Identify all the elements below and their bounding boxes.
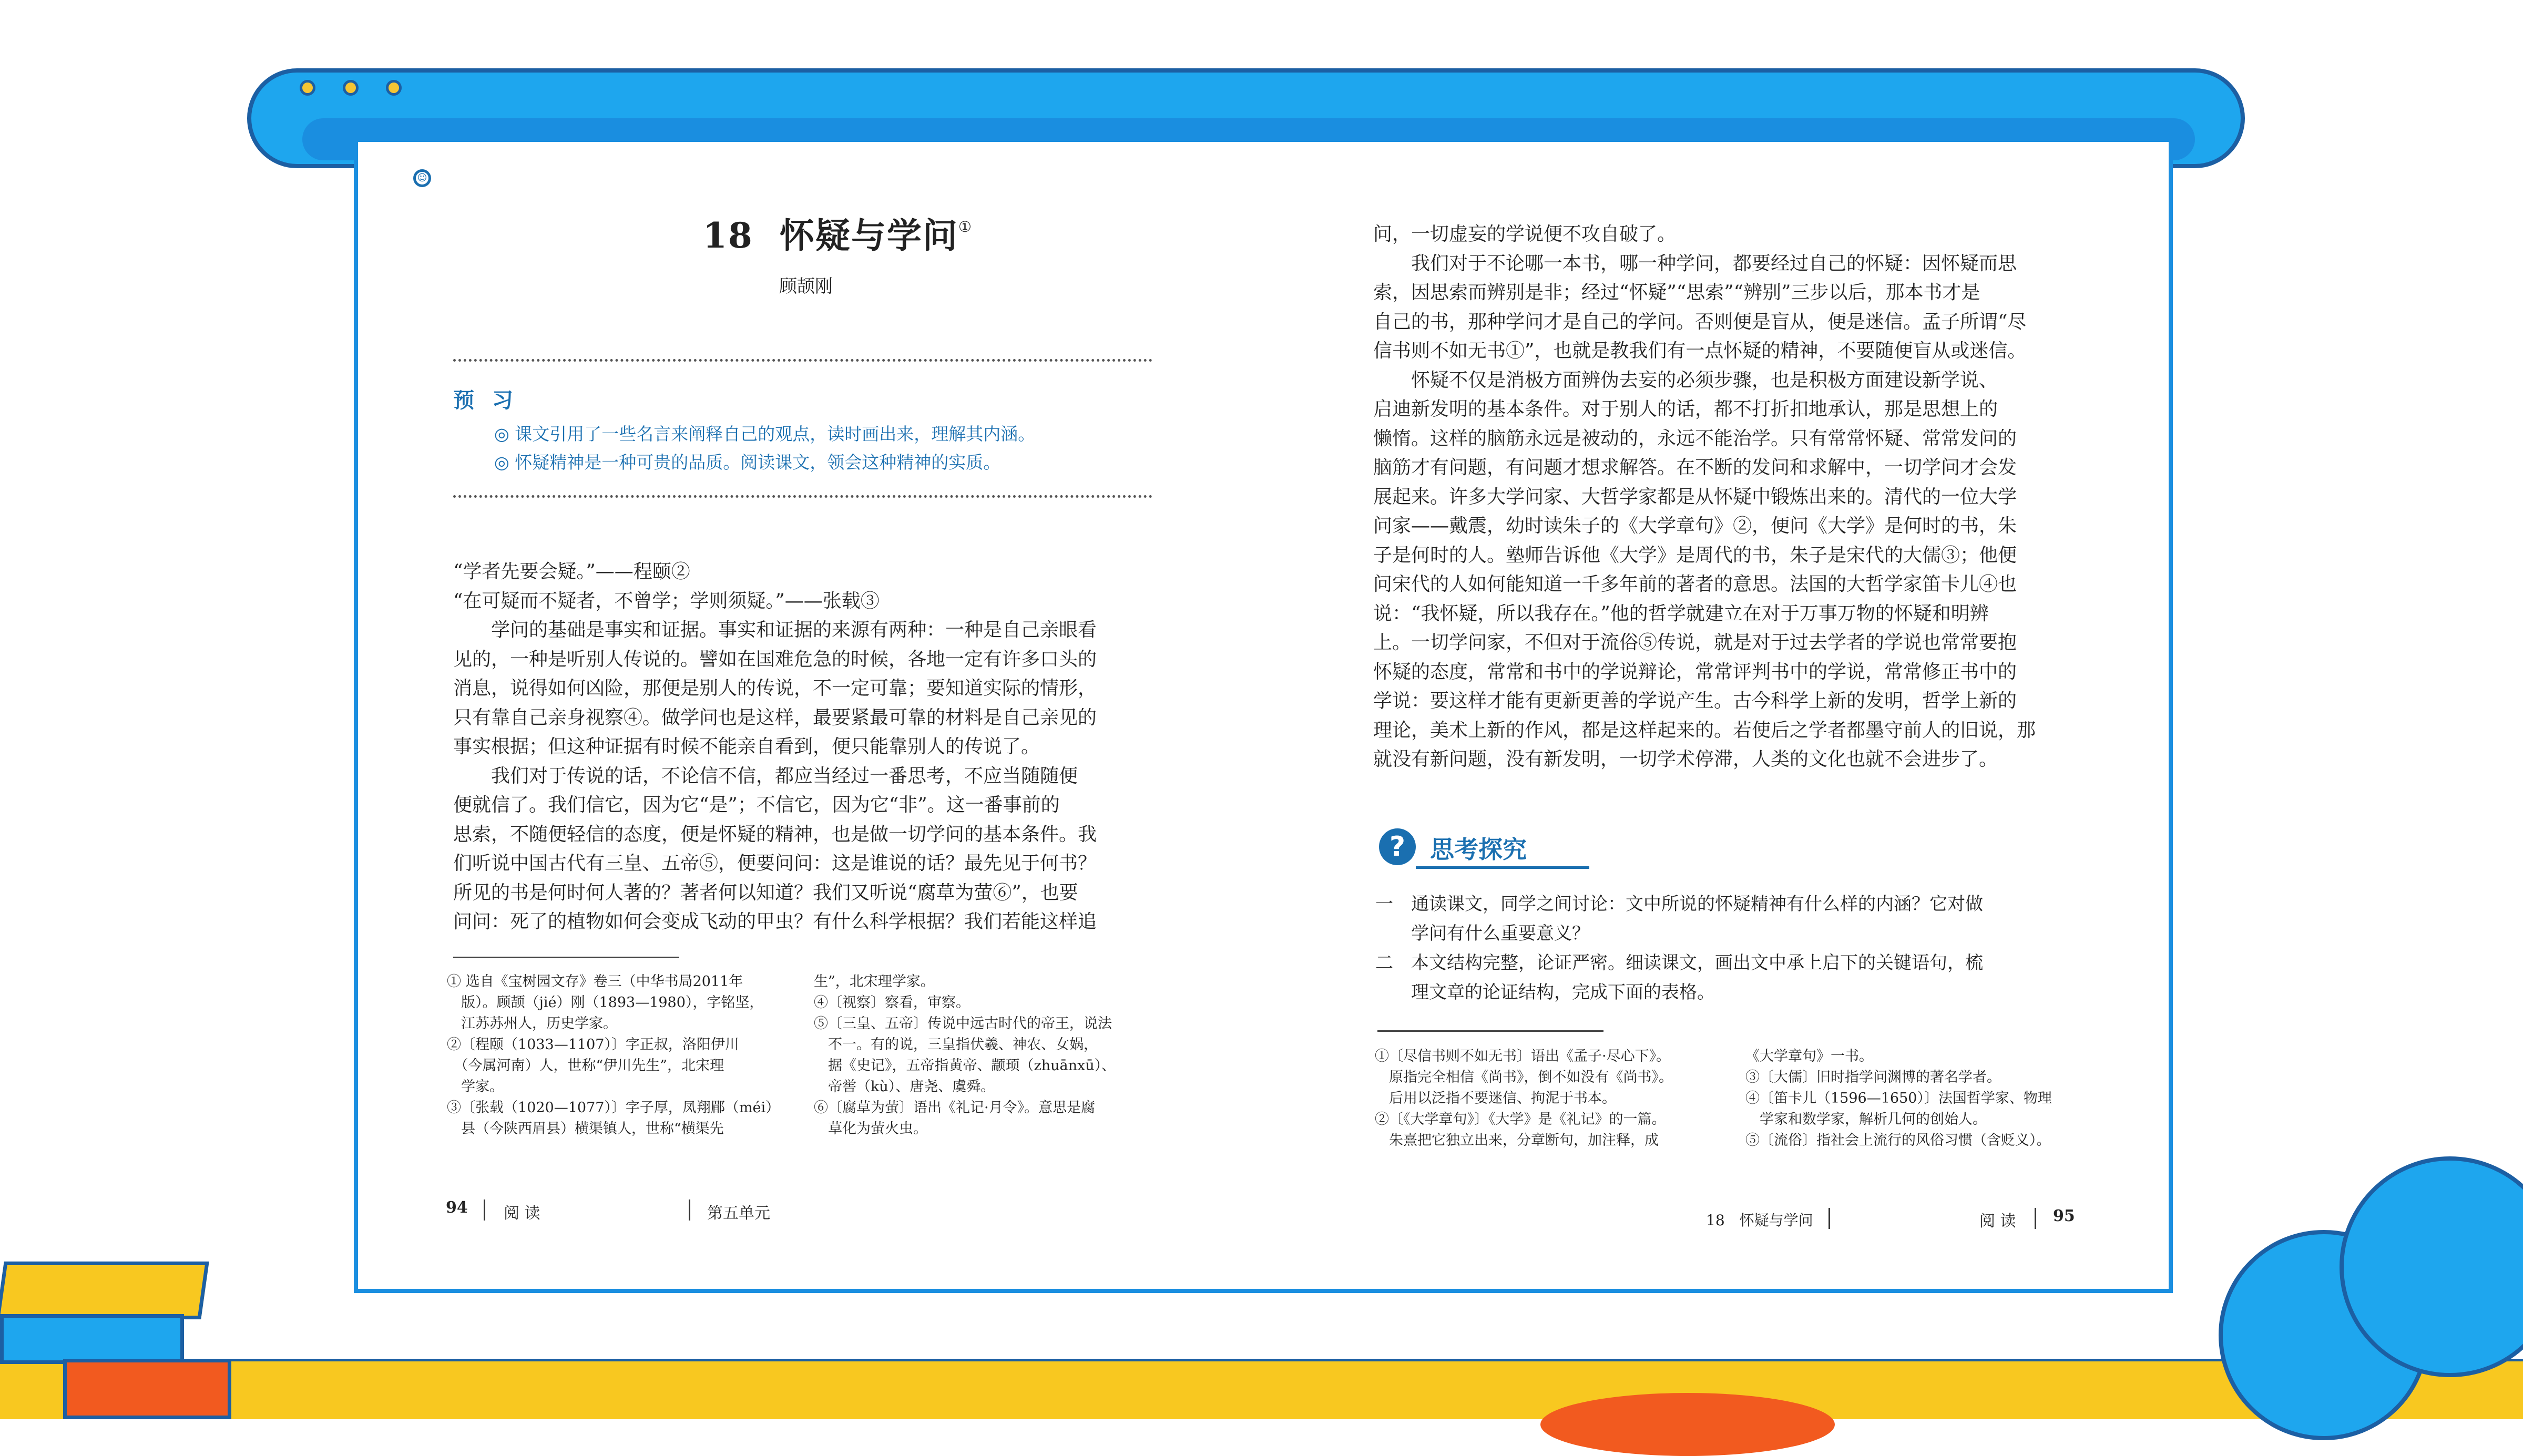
- right-footnote-rule: [1377, 1030, 1603, 1032]
- footnote-line: ① 选自《宝树园文存》卷三（中华书局2011年: [447, 973, 743, 990]
- footnote-line: 据《史记》，五帝指黄帝、颛顼（zhuānxū）、: [814, 1058, 1116, 1074]
- body-line: 所见的书是何时何人著的？著者何以知道？我们又听说“腐草为萤⑥”，也要: [453, 881, 1078, 904]
- footnote-line: ①〔尽信书则不如无书〕语出《孟子·尽心下》。: [1375, 1048, 1671, 1064]
- body-line: 问问：死了的植物如何会变成飞动的甲虫？有什么科学根据？我们若能这样追: [453, 911, 1097, 932]
- right-footer-chapter: 18 怀疑与学问: [1706, 1212, 1813, 1229]
- footnote-line: ③〔大儒〕旧时指学问渊博的著名学者。: [1745, 1069, 2001, 1085]
- body-line: 问家——戴震，幼时读朱子的《大学章句》②，便问《大学》是何时的书，朱: [1373, 515, 2017, 537]
- footnote-line: 原指完全相信《尚书》，倒不如没有《尚书》。: [1375, 1069, 1673, 1085]
- window-dot-2: [343, 80, 359, 96]
- footnote-line: ④〔笛卡儿（1596—1650）〕法国哲学家、物理: [1745, 1090, 2052, 1106]
- preview-divider-top: [453, 359, 1152, 362]
- left-footnote-rule: [453, 957, 679, 958]
- right-footer-section: 阅 读: [1979, 1212, 2016, 1231]
- footnote-line: 帝喾（kù）、唐尧、虞舜。: [814, 1079, 995, 1095]
- left-footer-sep-2: [689, 1199, 690, 1221]
- lesson-name: 怀疑与学问: [779, 215, 958, 256]
- book-decoration-3: [63, 1359, 231, 1419]
- window-dot-1: [300, 80, 315, 96]
- body-line: 我们对于不论哪一本书，哪一种学问，都要经过自己的怀疑：因怀疑而思: [1373, 252, 2017, 274]
- left-page-number: 94: [446, 1198, 468, 1217]
- body-line: 信书则不如无书①”，也就是教我们有一点怀疑的精神，不要随便盲从或迷信。: [1373, 340, 2027, 362]
- preview-divider-bottom: [453, 495, 1152, 498]
- body-line: 只有靠自己亲身视察④。做学问也是这样，最要紧最可靠的材料是自己亲见的: [453, 706, 1097, 729]
- smile-icon: ☺: [413, 169, 431, 187]
- right-footer-sep-2: [2035, 1208, 2036, 1229]
- footnote-line: ⑤〔流俗〕指社会上流行的风俗习惯（含贬义）。: [1745, 1132, 2051, 1149]
- left-footer-sep-1: [484, 1199, 485, 1221]
- body-line: 我们对于传说的话，不论信不信，都应当经过一番思考，不应当随随便: [453, 765, 1078, 787]
- window-dot-3: [386, 80, 402, 96]
- left-footer-section: 阅 读: [504, 1204, 540, 1223]
- think-task-line: 学问有什么重要意义？: [1375, 923, 1590, 944]
- body-line: 懒惰。这样的脑筋永远是被动的，永远不能治学。只有常常怀疑、常常发问的: [1373, 427, 2017, 449]
- body-line: 怀疑的态度，常常和书中的学说辩论，常常评判书中的学说，常常修正书中的: [1373, 661, 2017, 683]
- lesson-number: 18: [703, 215, 753, 256]
- book-decoration-2: [0, 1314, 184, 1364]
- body-line: 们听说中国古代有三皇、五帝⑤，便要问问：这是谁说的话？最先见于何书？: [453, 853, 1097, 874]
- preview-item-1: ◎ 课文引用了一些名言来阐释自己的观点，读时画出来，理解其内涵。: [494, 424, 1036, 444]
- think-task-line: 一 通读课文，同学之间讨论：文中所说的怀疑精神有什么样的内涵？它对做: [1375, 894, 1983, 915]
- footnote-line: 生”，北宋理学家。: [814, 973, 935, 990]
- footnote-line: 学家和数学家，解析几何的创始人。: [1745, 1111, 1987, 1127]
- lesson-title: [703, 208, 973, 258]
- body-line: 自己的书，那种学问才是自己的学问。否则便是盲从，便是迷信。孟子所谓“尽: [1373, 311, 2027, 333]
- body-line: 学说：要这样才能有更新更善的学说产生。古今科学上新的发明，哲学上新的: [1373, 690, 2017, 712]
- footnote-line: ②〔程颐（1033—1107）〕字正叔，洛阳伊川: [447, 1037, 739, 1053]
- body-line: 问，一切虚妄的学说便不攻自破了。: [1373, 223, 1677, 245]
- footnote-line: ②〔《大学章句》〕《大学》是《礼记》的一篇。: [1375, 1111, 1666, 1127]
- body-line: 见的，一种是听别人传说的。譬如在国难危急的时候，各地一定有许多口头的: [453, 648, 1097, 670]
- floor-decoration: [0, 1361, 2523, 1419]
- body-line: 理论，美术上新的作风，都是这样起来的。若使后之学者都墨守前人的旧说，那: [1373, 719, 2036, 741]
- body-line: 问宋代的人如何能知道一千多年前的著者的意思。法国的大哲学家笛卡儿④也: [1373, 573, 2017, 595]
- think-heading-underline: [1416, 866, 1589, 869]
- title-note-marker: ①: [958, 218, 973, 235]
- footnote-line: 学家。: [447, 1079, 504, 1095]
- body-line: 索，因思索而辨别是非；经过“怀疑”“思索”“辨别”三步以后，那本书才是: [1373, 282, 1980, 303]
- footnote-line: 草化为萤火虫。: [814, 1121, 927, 1137]
- body-line: 事实根据；但这种证据有时候不能亲自看到，便只能靠别人的传说了。: [453, 736, 1040, 757]
- footnote-line: 县（今陕西眉县）横渠镇人，世称“横渠先: [447, 1121, 724, 1137]
- footnote-line: ⑥〔腐草为萤〕语出《礼记·月令》。意思是腐: [814, 1100, 1096, 1116]
- body-line: 启迪新发明的基本条件。对于别人的话，都不打折扣地承认，那是思想上的: [1373, 398, 1998, 420]
- think-task-line: 二 本文结构完整，论证严密。细读课文，画出文中承上启下的关键语句，梳: [1375, 952, 1983, 973]
- body-line: 说：“我怀疑，所以我存在。”他的哲学就建立在对于万事万物的怀疑和明辨: [1373, 602, 1989, 624]
- body-line: “学者先要会疑。”——程颐②: [453, 561, 690, 582]
- body-line: “在可疑而不疑者，不曾学；学则须疑。”——张载③: [453, 590, 880, 612]
- question-icon: ?: [1379, 828, 1416, 865]
- footnote-line: ⑤〔三皇、五帝〕传说中远古时代的帝王，说法: [814, 1016, 1112, 1032]
- body-line: 消息，说得如何凶险，那便是别人的传说，不一定可靠；要知道实际的情形，: [453, 678, 1097, 699]
- footnote-line: 后用以泛指不要迷信、拘泥于书本。: [1375, 1090, 1616, 1106]
- body-line: 展起来。许多大学问家、大哲学家都是从怀疑中锻炼出来的。清代的一位大学: [1373, 486, 2017, 508]
- body-line: 就没有新问题，没有新发明，一切学术停滞，人类的文化也就不会进步了。: [1373, 748, 1998, 770]
- orange-decoration: [1540, 1393, 1835, 1456]
- author-name: 顾颉刚: [779, 276, 833, 297]
- body-line: 怀疑不仅是消极方面辨伪去妄的必须步骤，也是积极方面建设新学说、: [1373, 369, 1998, 391]
- left-footer-unit: 第五单元: [707, 1204, 770, 1223]
- footnote-line: 朱熹把它独立出来，分章断句，加注释，成: [1375, 1132, 1659, 1149]
- body-line: 脑筋才有问题，有问题才想求解答。在不断的发问和求解中，一切学问才会发: [1373, 457, 2017, 478]
- right-page-number: 95: [2053, 1207, 2075, 1225]
- footnote-line: ③〔张载（1020—1077）〕字子厚，凤翔郿（méi）: [447, 1100, 780, 1116]
- preview-heading: 预 习: [453, 388, 518, 413]
- preview-item-2: ◎ 怀疑精神是一种可贵的品质。阅读课文，领会这种精神的实质。: [494, 452, 1001, 473]
- body-line: 学问的基础是事实和证据。事实和证据的来源有两种：一种是自己亲眼看: [453, 619, 1097, 641]
- footnote-line: ④〔视察〕察看，审察。: [814, 994, 970, 1011]
- body-line: 便就信了。我们信它，因为它“是”；不信它，因为它“非”。这一番事前的: [453, 794, 1060, 816]
- right-footer-sep-1: [1829, 1208, 1830, 1229]
- footnote-line: 《大学章句》一书。: [1745, 1048, 1873, 1064]
- footnote-line: 江苏苏州人，历史学家。: [447, 1016, 617, 1032]
- footnote-line: 不一。有的说，三皇指伏羲、神农、女娲，: [814, 1037, 1098, 1053]
- footnote-line: 版）。顾颉（jié）刚（1893—1980），字铭坚，: [447, 994, 764, 1011]
- body-line: 上。一切学问家，不但对于流俗⑤传说，就是对于过去学者的学说也常常要抱: [1373, 632, 2017, 653]
- think-heading: 思考探究: [1430, 835, 1527, 864]
- footnote-line: （今属河南）人，世称“伊川先生”，北宋理: [447, 1058, 724, 1074]
- body-line: 思索，不随便轻信的态度，便是怀疑的精神，也是做一切学问的基本条件。我: [453, 823, 1097, 845]
- book-decoration-1: [0, 1262, 209, 1319]
- body-line: 子是何时的人。塾师告诉他《大学》是周代的书，朱子是宋代的大儒③；他便: [1373, 544, 2017, 566]
- think-task-line: 理文章的论证结构，完成下面的表格。: [1375, 982, 1715, 1003]
